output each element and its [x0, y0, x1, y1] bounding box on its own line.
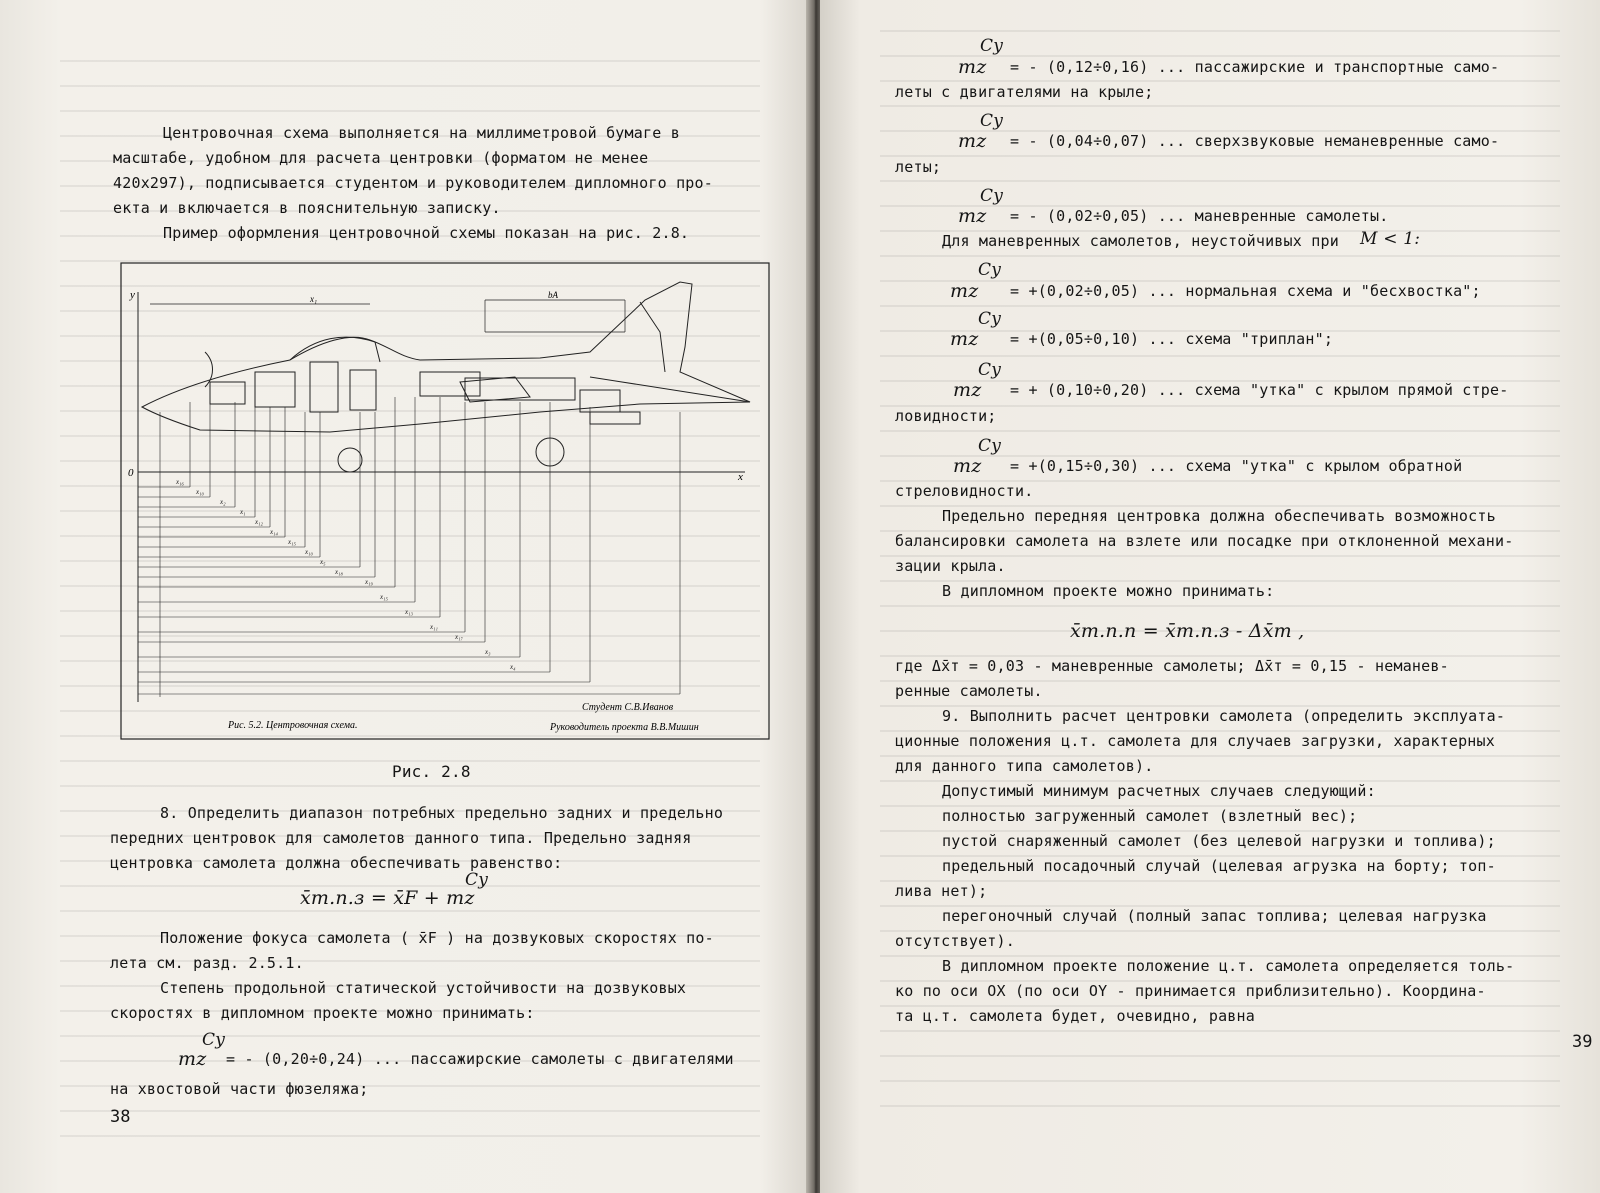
equation-lhs: mz	[958, 56, 987, 78]
dim-label: x₁₃	[405, 608, 413, 616]
equation-text: = +(0,15÷0,30) ... схема "утка" с крылом обратной	[1010, 457, 1463, 475]
aircraft-outline	[142, 282, 750, 472]
paragraph-line: передних центровок для самолетов данного типа. Предельно задняя	[110, 829, 692, 847]
equation-text: = +(0,05÷0,10) ... схема "триплан";	[1010, 330, 1334, 348]
paragraph-line: екта и включается в пояснительную записку.	[113, 199, 501, 217]
equation-superscript: Cy	[978, 309, 1002, 329]
dim-label: x₁₁	[430, 623, 438, 631]
right-page	[820, 0, 1600, 1193]
page-number: 38	[110, 1107, 131, 1127]
equation-lhs: mz	[950, 280, 979, 302]
page-number: 39	[1572, 1032, 1593, 1052]
dim-label: x₁₈	[335, 568, 343, 576]
paragraph-line: леты;	[895, 158, 942, 176]
paragraph-line: леты с двигателями на крыле;	[895, 83, 1154, 101]
equation-text: = - (0,04÷0,07) ... сверхзвуковые неманевренные само-	[1010, 132, 1500, 150]
equation-text: = + (0,10÷0,20) ... схема "утка" с крылом прямой стре-	[1010, 381, 1509, 399]
dim-label: x₁₇	[455, 633, 463, 641]
paragraph-line: Степень продольной статической устойчивости на дозвуковых	[160, 979, 687, 997]
paragraph-line: на хвостовой части фюзеляжа;	[110, 1080, 369, 1098]
paragraph-line: 420x297), подписывается студентом и руководителем дипломного про-	[113, 174, 713, 192]
equation-text: = - (0,20÷0,24) ... пассажирские самолеты с двигателями	[226, 1050, 734, 1068]
equation-lhs: mz	[953, 455, 982, 477]
paragraph-line: для данного типа самолетов).	[895, 757, 1154, 775]
paragraph-line: Для маневренных самолетов, неустойчивых при	[942, 232, 1339, 250]
origin-label: 0	[128, 467, 134, 479]
paragraph-line: центровка самолета должна обеспечивать равенство:	[110, 854, 563, 872]
paragraph-line: 8. Определить диапазон потребных предельно задних и предельно	[160, 804, 724, 822]
equation-lhs: mz	[958, 205, 987, 227]
dim-label: x₁₉	[365, 578, 373, 586]
inner-caption: Рис. 5.2. Центровочная схема.	[228, 720, 358, 731]
dim-label: x₂	[220, 498, 226, 506]
paragraph-line: ловидности;	[895, 407, 997, 425]
paragraph-line: ко по оси OX (по оси OY - принимается приблизительно). Координа-	[895, 982, 1486, 1000]
dim-label: x₁₅	[288, 538, 296, 546]
equation-superscript: Cy	[980, 186, 1004, 206]
dim-label: x₁₀	[196, 488, 204, 496]
equation-lhs: mz	[178, 1048, 207, 1070]
dim-label: x₁₄	[270, 528, 278, 536]
dim-label: x₄	[510, 663, 516, 671]
equation-superscript: Cy	[978, 436, 1002, 456]
equation-rear-cg: x̄т.п.з = x̄F + mz	[300, 887, 475, 909]
equation-superscript: Cy	[980, 36, 1004, 56]
equation-text: = +(0,02÷0,05) ... нормальная схема и "бесхвостка";	[1010, 282, 1481, 300]
paragraph-line: Пример оформления центровочной схемы показан на рис. 2.8.	[163, 224, 690, 242]
paragraph-line: В дипломном проекте можно принимать:	[942, 582, 1275, 600]
equation-superscript: Cy	[978, 360, 1002, 380]
dim-label: x₁₀	[305, 548, 313, 556]
paragraph-line: перегоночный случай (полный запас топлива; целевая нагрузка	[942, 907, 1487, 925]
equation-text: = - (0,02÷0,05) ... маневренные самолеты.	[1010, 207, 1389, 225]
dim-label: x₁₅	[380, 593, 388, 601]
dim-label: x₁₂	[255, 518, 263, 526]
equation-text: = - (0,12÷0,16) ... пассажирские и транспортные само-	[1010, 58, 1500, 76]
paragraph-line: ренные самолеты.	[895, 682, 1043, 700]
mach-condition: M < 1:	[1360, 229, 1421, 249]
dim-label: x₅	[320, 558, 326, 566]
paragraph-line: отсутствует).	[895, 932, 1015, 950]
centering-diagram	[120, 262, 770, 740]
figure-caption: Рис. 2.8	[392, 762, 471, 781]
paragraph-line: где Δx̄т = 0,03 - маневренные самолеты; Δx̄т = 0,15 - неманев-	[895, 657, 1449, 675]
paragraph-line: Предельно передняя центровка должна обеспечивать возможность	[942, 507, 1496, 525]
equation-superscript: Cy	[202, 1030, 226, 1050]
paragraph-line: стреловидности.	[895, 482, 1034, 500]
equation-lhs: mz	[953, 379, 982, 401]
paragraph-line: предельный посадочный случай (целевая агрузка на борту; топ-	[942, 857, 1496, 875]
dim-label: x₁	[240, 508, 246, 516]
paragraph-line: масштабе, удобном для расчета центровки (форматом не менее	[113, 149, 649, 167]
paragraph-line: зации крыла.	[895, 557, 1006, 575]
paragraph-line: ционные положения ц.т. самолета для случаев загрузки, характерных	[895, 732, 1495, 750]
mac-label: bА	[548, 290, 558, 300]
equation-front-cg: x̄т.п.п = x̄т.п.з - Δx̄т ,	[1070, 620, 1305, 642]
paragraph-line: полностью загруженный самолет (взлетный вес);	[942, 807, 1358, 825]
paragraph-line: балансировки самолета на взлете или посадке при отклоненной механи-	[895, 532, 1514, 550]
dim-label: x₁₆	[176, 478, 184, 486]
paragraph-line: Положение фокуса самолета ( x̄F ) на дозвуковых скоростях по-	[160, 929, 714, 947]
x-axis-label: x	[738, 471, 743, 483]
equation-superscript: Cy	[465, 870, 489, 890]
supervisor-signature: Руководитель проекта В.В.Мишин	[550, 722, 699, 733]
equation-superscript: Cy	[980, 111, 1004, 131]
equation-lhs: mz	[958, 130, 987, 152]
paragraph-line: скоростях в дипломном проекте можно принимать:	[110, 1004, 535, 1022]
student-signature: Студент С.В.Иванов	[582, 702, 674, 713]
paragraph-line: лива нет);	[895, 882, 988, 900]
paragraph-line: Допустимый минимум расчетных случаев следующий:	[942, 782, 1376, 800]
equation-lhs: mz	[950, 328, 979, 350]
paragraph-line: та ц.т. самолета будет, очевидно, равна	[895, 1007, 1255, 1025]
x-top-label: x₁	[310, 294, 318, 304]
paragraph-line: В дипломном проекте положение ц.т. самолета определяется толь-	[942, 957, 1515, 975]
equation-superscript: Cy	[978, 260, 1002, 280]
y-axis-label: y	[130, 289, 135, 301]
paragraph-line: лета см. разд. 2.5.1.	[110, 954, 304, 972]
paragraph-line: пустой снаряженный самолет (без целевой нагрузки и топлива);	[942, 832, 1496, 850]
paragraph-line: 9. Выполнить расчет центровки самолета (определить эксплуата-	[942, 707, 1506, 725]
dim-label: x₃	[485, 648, 491, 656]
paragraph-line: Центровочная схема выполняется на миллиметровой бумаге в	[163, 124, 680, 142]
